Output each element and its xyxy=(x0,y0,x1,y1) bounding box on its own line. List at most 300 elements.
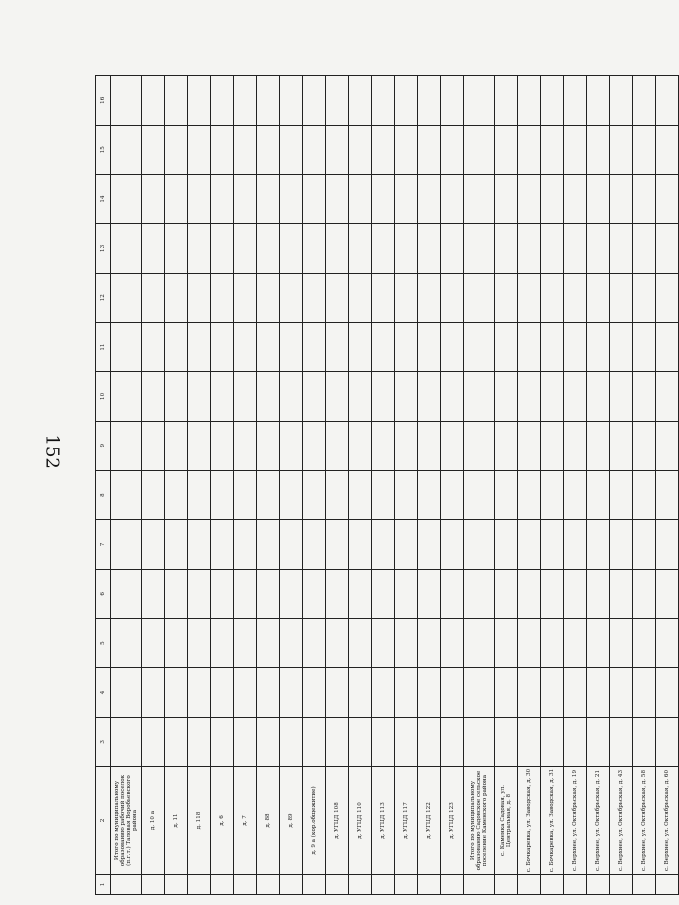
value-cell-col-4 xyxy=(188,668,211,717)
table-row xyxy=(234,76,257,895)
value-cell-col-5 xyxy=(111,618,142,667)
value-cell-col-9 xyxy=(395,421,418,470)
value-cell-col-13 xyxy=(495,224,518,273)
address-cell: д. УГЦД 108 xyxy=(326,767,349,875)
value-cell-col-15 xyxy=(418,125,441,174)
value-cell-col-6 xyxy=(610,569,633,618)
value-cell-col-6 xyxy=(518,569,541,618)
value-cell-col-5 xyxy=(326,618,349,667)
value-cell-col-11 xyxy=(234,322,257,371)
value-cell-col-7 xyxy=(372,520,395,569)
value-cell-col-8 xyxy=(234,470,257,519)
value-cell-col-4 xyxy=(518,668,541,717)
value-cell-col-15 xyxy=(541,125,564,174)
value-cell-col-15 xyxy=(372,125,395,174)
value-cell-col-8 xyxy=(464,470,495,519)
value-cell-col-8 xyxy=(349,470,372,519)
value-cell-col-14 xyxy=(257,174,280,223)
value-cell-col-6 xyxy=(541,569,564,618)
value-cell-col-3 xyxy=(464,717,495,766)
value-cell-col-10 xyxy=(610,372,633,421)
value-cell-col-9 xyxy=(211,421,234,470)
value-cell-col-9 xyxy=(111,421,142,470)
row-index-cell xyxy=(464,875,495,895)
row-index-cell xyxy=(495,875,518,895)
row-index-cell xyxy=(234,875,257,895)
value-cell-col-12 xyxy=(111,273,142,322)
value-cell-col-15 xyxy=(280,125,303,174)
value-cell-col-15 xyxy=(349,125,372,174)
value-cell-col-13 xyxy=(564,224,587,273)
value-cell-col-13 xyxy=(518,224,541,273)
value-cell-col-8 xyxy=(188,470,211,519)
value-cell-col-15 xyxy=(441,125,464,174)
row-index-cell xyxy=(418,875,441,895)
value-cell-col-4 xyxy=(165,668,188,717)
value-cell-col-5 xyxy=(418,618,441,667)
address-cell: д. УГЦД 123 xyxy=(441,767,464,875)
value-cell-col-6 xyxy=(395,569,418,618)
value-cell-col-16 xyxy=(518,76,541,126)
value-cell-col-5 xyxy=(633,618,656,667)
table-row xyxy=(326,76,349,895)
value-cell-col-8 xyxy=(372,470,395,519)
value-cell-col-13 xyxy=(633,224,656,273)
value-cell-col-3 xyxy=(280,717,303,766)
value-cell-col-9 xyxy=(464,421,495,470)
value-cell-col-14 xyxy=(372,174,395,223)
value-cell-col-16 xyxy=(564,76,587,126)
value-cell-col-10 xyxy=(111,372,142,421)
value-cell-col-12 xyxy=(280,273,303,322)
value-cell-col-11 xyxy=(518,322,541,371)
value-cell-col-10 xyxy=(234,372,257,421)
value-cell-col-15 xyxy=(257,125,280,174)
value-cell-col-11 xyxy=(111,322,142,371)
value-cell-col-7 xyxy=(418,520,441,569)
value-cell-col-14 xyxy=(303,174,326,223)
value-cell-col-12 xyxy=(188,273,211,322)
value-cell-col-7 xyxy=(541,520,564,569)
value-cell-col-10 xyxy=(587,372,610,421)
value-cell-col-11 xyxy=(142,322,165,371)
address-cell: с. Верхнее, ул. Октябрьская, д. 58 xyxy=(633,767,656,875)
value-cell-col-4 xyxy=(418,668,441,717)
value-cell-col-10 xyxy=(464,372,495,421)
value-cell-col-6 xyxy=(303,569,326,618)
column-number-12: 12 xyxy=(96,273,111,322)
value-cell-col-4 xyxy=(495,668,518,717)
value-cell-col-14 xyxy=(418,174,441,223)
row-index-cell xyxy=(587,875,610,895)
value-cell-col-12 xyxy=(418,273,441,322)
value-cell-col-14 xyxy=(656,174,679,223)
value-cell-col-9 xyxy=(518,421,541,470)
value-cell-col-15 xyxy=(188,125,211,174)
value-cell-col-12 xyxy=(234,273,257,322)
value-cell-col-9 xyxy=(495,421,518,470)
value-cell-col-9 xyxy=(541,421,564,470)
value-cell-col-15 xyxy=(564,125,587,174)
value-cell-col-10 xyxy=(349,372,372,421)
value-cell-col-7 xyxy=(188,520,211,569)
value-cell-col-6 xyxy=(280,569,303,618)
value-cell-col-16 xyxy=(211,76,234,126)
value-cell-col-9 xyxy=(656,421,679,470)
value-cell-col-16 xyxy=(303,76,326,126)
column-number-10: 10 xyxy=(96,372,111,421)
value-cell-col-3 xyxy=(587,717,610,766)
value-cell-col-16 xyxy=(464,76,495,126)
table-body xyxy=(111,76,679,895)
value-cell-col-5 xyxy=(257,618,280,667)
value-cell-col-8 xyxy=(541,470,564,519)
table-row xyxy=(610,76,633,895)
value-cell-col-16 xyxy=(349,76,372,126)
address-cell: с. Бочкаревка, ул. Заводская, д. 31 xyxy=(541,767,564,875)
value-cell-col-7 xyxy=(280,520,303,569)
value-cell-col-4 xyxy=(464,668,495,717)
page-number: 152 xyxy=(41,434,63,469)
value-cell-col-13 xyxy=(303,224,326,273)
row-index-cell xyxy=(280,875,303,895)
value-cell-col-7 xyxy=(165,520,188,569)
table-row xyxy=(188,76,211,895)
value-cell-col-3 xyxy=(564,717,587,766)
value-cell-col-11 xyxy=(541,322,564,371)
value-cell-col-15 xyxy=(656,125,679,174)
value-cell-col-6 xyxy=(111,569,142,618)
value-cell-col-5 xyxy=(610,618,633,667)
value-cell-col-6 xyxy=(326,569,349,618)
value-cell-col-8 xyxy=(142,470,165,519)
value-cell-col-13 xyxy=(257,224,280,273)
value-cell-col-4 xyxy=(234,668,257,717)
row-index-cell xyxy=(541,875,564,895)
value-cell-col-12 xyxy=(303,273,326,322)
value-cell-col-5 xyxy=(541,618,564,667)
value-cell-col-9 xyxy=(349,421,372,470)
value-cell-col-6 xyxy=(257,569,280,618)
value-cell-col-16 xyxy=(142,76,165,126)
value-cell-col-3 xyxy=(234,717,257,766)
value-cell-col-5 xyxy=(587,618,610,667)
value-cell-col-5 xyxy=(441,618,464,667)
value-cell-col-12 xyxy=(464,273,495,322)
value-cell-col-10 xyxy=(142,372,165,421)
row-index-cell xyxy=(188,875,211,895)
value-cell-col-14 xyxy=(464,174,495,223)
column-number-row xyxy=(96,76,111,895)
address-cell: с. Верхнее, ул. Октябрьская, д. 19 xyxy=(564,767,587,875)
value-cell-col-7 xyxy=(464,520,495,569)
value-cell-col-8 xyxy=(165,470,188,519)
value-cell-col-4 xyxy=(111,668,142,717)
table-row xyxy=(257,76,280,895)
value-cell-col-6 xyxy=(349,569,372,618)
value-cell-col-8 xyxy=(257,470,280,519)
value-cell-col-3 xyxy=(541,717,564,766)
value-cell-col-15 xyxy=(326,125,349,174)
value-cell-col-3 xyxy=(111,717,142,766)
value-cell-col-14 xyxy=(234,174,257,223)
value-cell-col-5 xyxy=(518,618,541,667)
value-cell-col-6 xyxy=(165,569,188,618)
table-row xyxy=(165,76,188,895)
value-cell-col-6 xyxy=(587,569,610,618)
row-index-cell xyxy=(441,875,464,895)
address-cell: д. 7 xyxy=(234,767,257,875)
value-cell-col-6 xyxy=(464,569,495,618)
value-cell-col-8 xyxy=(656,470,679,519)
value-cell-col-14 xyxy=(541,174,564,223)
value-cell-col-12 xyxy=(610,273,633,322)
value-cell-col-4 xyxy=(142,668,165,717)
value-cell-col-12 xyxy=(495,273,518,322)
table-row xyxy=(564,76,587,895)
value-cell-col-9 xyxy=(441,421,464,470)
value-cell-col-6 xyxy=(633,569,656,618)
row-index-cell xyxy=(372,875,395,895)
address-cell: д. 10 а xyxy=(142,767,165,875)
address-cell: с. Бочкаревка, ул. Заводская, д. 30 xyxy=(518,767,541,875)
value-cell-col-11 xyxy=(633,322,656,371)
value-cell-col-7 xyxy=(518,520,541,569)
value-cell-col-16 xyxy=(326,76,349,126)
value-cell-col-13 xyxy=(656,224,679,273)
address-cell: д. 118 xyxy=(188,767,211,875)
table-row xyxy=(587,76,610,895)
value-cell-col-13 xyxy=(349,224,372,273)
value-cell-col-10 xyxy=(303,372,326,421)
column-number-15: 15 xyxy=(96,125,111,174)
value-cell-col-9 xyxy=(418,421,441,470)
value-cell-col-5 xyxy=(564,618,587,667)
value-cell-col-12 xyxy=(518,273,541,322)
value-cell-col-14 xyxy=(211,174,234,223)
column-number-6: 6 xyxy=(96,569,111,618)
value-cell-col-14 xyxy=(349,174,372,223)
value-cell-col-16 xyxy=(541,76,564,126)
address-cell: с. Верхнее, ул. Октябрьская, д. 21 xyxy=(587,767,610,875)
column-number-11: 11 xyxy=(96,322,111,371)
address-cell: д. 11 xyxy=(165,767,188,875)
value-cell-col-15 xyxy=(464,125,495,174)
value-cell-col-13 xyxy=(234,224,257,273)
value-cell-col-9 xyxy=(142,421,165,470)
row-index-cell xyxy=(111,875,142,895)
value-cell-col-3 xyxy=(518,717,541,766)
value-cell-col-5 xyxy=(188,618,211,667)
value-cell-col-8 xyxy=(633,470,656,519)
value-cell-col-10 xyxy=(495,372,518,421)
table-total-row xyxy=(464,76,495,895)
value-cell-col-10 xyxy=(280,372,303,421)
value-cell-col-11 xyxy=(495,322,518,371)
value-cell-col-3 xyxy=(372,717,395,766)
address-cell: с. Каменка Садовая, ул. Центральная, д. 8 xyxy=(495,767,518,875)
address-cell: д. УГЦД 110 xyxy=(349,767,372,875)
value-cell-col-16 xyxy=(495,76,518,126)
column-number-1: 1 xyxy=(96,875,111,895)
value-cell-col-9 xyxy=(610,421,633,470)
address-cell: д. УГЦД 122 xyxy=(418,767,441,875)
value-cell-col-6 xyxy=(418,569,441,618)
value-cell-col-9 xyxy=(165,421,188,470)
value-cell-col-3 xyxy=(633,717,656,766)
value-cell-col-3 xyxy=(188,717,211,766)
value-cell-col-15 xyxy=(211,125,234,174)
value-cell-col-7 xyxy=(633,520,656,569)
value-cell-col-4 xyxy=(395,668,418,717)
value-cell-col-5 xyxy=(395,618,418,667)
value-cell-col-16 xyxy=(633,76,656,126)
value-cell-col-12 xyxy=(211,273,234,322)
value-cell-col-4 xyxy=(303,668,326,717)
value-cell-col-4 xyxy=(280,668,303,717)
value-cell-col-8 xyxy=(518,470,541,519)
row-index-cell xyxy=(326,875,349,895)
value-cell-col-7 xyxy=(142,520,165,569)
value-cell-col-12 xyxy=(656,273,679,322)
value-cell-col-5 xyxy=(211,618,234,667)
value-cell-col-12 xyxy=(395,273,418,322)
value-cell-col-11 xyxy=(211,322,234,371)
value-cell-col-16 xyxy=(610,76,633,126)
column-number-16: 16 xyxy=(96,76,111,126)
value-cell-col-13 xyxy=(372,224,395,273)
value-cell-col-13 xyxy=(188,224,211,273)
value-cell-col-5 xyxy=(303,618,326,667)
value-cell-col-11 xyxy=(372,322,395,371)
value-cell-col-5 xyxy=(165,618,188,667)
value-cell-col-9 xyxy=(257,421,280,470)
value-cell-col-11 xyxy=(188,322,211,371)
value-cell-col-5 xyxy=(142,618,165,667)
value-cell-col-16 xyxy=(418,76,441,126)
value-cell-col-12 xyxy=(441,273,464,322)
value-cell-col-6 xyxy=(656,569,679,618)
value-cell-col-8 xyxy=(326,470,349,519)
value-cell-col-15 xyxy=(587,125,610,174)
value-cell-col-7 xyxy=(610,520,633,569)
value-cell-col-8 xyxy=(495,470,518,519)
value-cell-col-6 xyxy=(372,569,395,618)
table-row xyxy=(303,76,326,895)
value-cell-col-4 xyxy=(257,668,280,717)
value-cell-col-8 xyxy=(418,470,441,519)
value-cell-col-11 xyxy=(418,322,441,371)
value-cell-col-7 xyxy=(211,520,234,569)
table-row xyxy=(541,76,564,895)
value-cell-col-9 xyxy=(234,421,257,470)
value-cell-col-16 xyxy=(587,76,610,126)
address-cell: д. УГЦД 113 xyxy=(372,767,395,875)
row-index-cell xyxy=(303,875,326,895)
row-index-cell xyxy=(142,875,165,895)
value-cell-col-16 xyxy=(234,76,257,126)
value-cell-col-11 xyxy=(395,322,418,371)
address-cell: д. 6 xyxy=(211,767,234,875)
value-cell-col-10 xyxy=(633,372,656,421)
value-cell-col-13 xyxy=(610,224,633,273)
value-cell-col-16 xyxy=(372,76,395,126)
column-number-7: 7 xyxy=(96,520,111,569)
registry-table xyxy=(95,75,679,895)
value-cell-col-12 xyxy=(541,273,564,322)
value-cell-col-11 xyxy=(349,322,372,371)
value-cell-col-10 xyxy=(395,372,418,421)
row-index-cell xyxy=(656,875,679,895)
value-cell-col-9 xyxy=(326,421,349,470)
value-cell-col-5 xyxy=(372,618,395,667)
value-cell-col-3 xyxy=(656,717,679,766)
value-cell-col-16 xyxy=(280,76,303,126)
value-cell-col-11 xyxy=(610,322,633,371)
address-cell: д. 89 xyxy=(280,767,303,875)
value-cell-col-10 xyxy=(326,372,349,421)
value-cell-col-4 xyxy=(610,668,633,717)
value-cell-col-12 xyxy=(326,273,349,322)
address-cell: Итого по муниципальному образованию Садовское сельское поселение Каменского района xyxy=(464,767,495,875)
value-cell-col-15 xyxy=(234,125,257,174)
value-cell-col-14 xyxy=(280,174,303,223)
value-cell-col-3 xyxy=(257,717,280,766)
value-cell-col-6 xyxy=(495,569,518,618)
value-cell-col-4 xyxy=(326,668,349,717)
value-cell-col-14 xyxy=(518,174,541,223)
value-cell-col-7 xyxy=(257,520,280,569)
value-cell-col-4 xyxy=(211,668,234,717)
value-cell-col-8 xyxy=(211,470,234,519)
value-cell-col-10 xyxy=(518,372,541,421)
value-cell-col-10 xyxy=(564,372,587,421)
rotated-table-container xyxy=(95,75,670,895)
address-cell: с. Верхнее, ул. Октябрьская, д. 43 xyxy=(610,767,633,875)
value-cell-col-7 xyxy=(441,520,464,569)
value-cell-col-3 xyxy=(495,717,518,766)
address-cell: Итого по муниципальному образованию рабочий поселок (п.г.т.) Таловая Воробьевского района xyxy=(111,767,142,875)
value-cell-col-14 xyxy=(165,174,188,223)
value-cell-col-5 xyxy=(495,618,518,667)
value-cell-col-12 xyxy=(257,273,280,322)
value-cell-col-11 xyxy=(564,322,587,371)
value-cell-col-9 xyxy=(280,421,303,470)
value-cell-col-7 xyxy=(495,520,518,569)
value-cell-col-7 xyxy=(656,520,679,569)
value-cell-col-12 xyxy=(372,273,395,322)
value-cell-col-3 xyxy=(303,717,326,766)
value-cell-col-16 xyxy=(111,76,142,126)
row-index-cell xyxy=(349,875,372,895)
value-cell-col-4 xyxy=(372,668,395,717)
value-cell-col-10 xyxy=(418,372,441,421)
value-cell-col-14 xyxy=(326,174,349,223)
table-row xyxy=(142,76,165,895)
table-row xyxy=(349,76,372,895)
table-row xyxy=(518,76,541,895)
value-cell-col-14 xyxy=(441,174,464,223)
value-cell-col-16 xyxy=(395,76,418,126)
column-number-14: 14 xyxy=(96,174,111,223)
address-cell: д. УГЦД 117 xyxy=(395,767,418,875)
value-cell-col-11 xyxy=(280,322,303,371)
value-cell-col-3 xyxy=(142,717,165,766)
row-index-cell xyxy=(257,875,280,895)
column-number-3: 3 xyxy=(96,717,111,766)
table-total-row xyxy=(111,76,142,895)
value-cell-col-8 xyxy=(395,470,418,519)
